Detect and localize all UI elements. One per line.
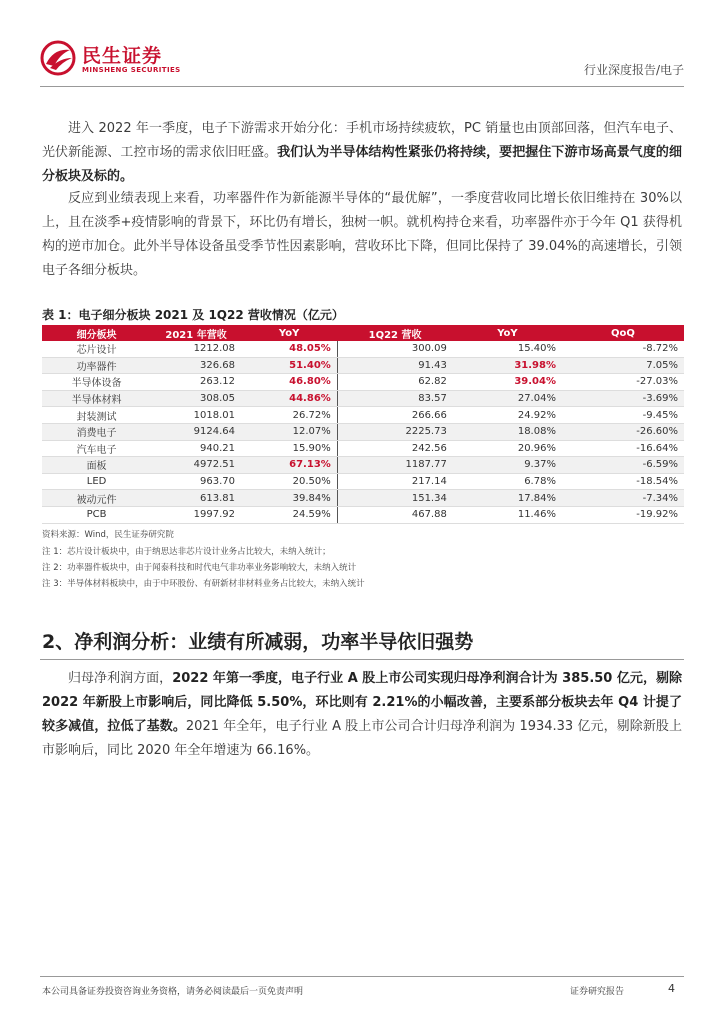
table-cell: 91.43 <box>337 357 453 374</box>
footer-report-type: 证券研究报告 <box>570 987 625 997</box>
paragraph-3 <box>42 667 682 763</box>
table-cell: 17.84% <box>453 490 562 507</box>
paragraph-1-text: 进入 2022 年一季度，电子下游需求开始分化：手机市场持续疲软，PC 销量也由顶部回落，但汽车电子、光伏新能源、工控市场的需求依旧旺盛。 <box>42 121 682 160</box>
table-cell: 2225.73 <box>337 423 453 440</box>
table-cell: 44.86% <box>241 390 337 407</box>
table-cell: 12.07% <box>241 423 337 440</box>
column-header: YoY <box>241 325 337 341</box>
table-cell-segment: 半导体设备 <box>42 374 151 391</box>
table-cell: 48.05% <box>241 341 337 357</box>
section-title: 2、净利润分析：业绩有所减弱，功率半导依旧强势 <box>42 631 474 653</box>
table-row <box>42 490 684 507</box>
table-cell-segment: 半导体材料 <box>42 390 151 407</box>
table-cell: 27.04% <box>453 390 562 407</box>
table-cell: 11.46% <box>453 506 562 523</box>
paragraph-3-rest: 2021 年全年，电子行业 A 股上市公司合计归母净利润为 1934.33 亿元，剔除新股上市影响后，同比 2020 年全年增速为 66.16%。 <box>42 719 682 758</box>
revenue-table <box>42 325 684 524</box>
column-header: QoQ <box>562 325 684 341</box>
table-cell: -26.60% <box>562 423 684 440</box>
table-cell-segment: 面板 <box>42 457 151 474</box>
table-row <box>42 457 684 474</box>
table-row <box>42 407 684 424</box>
table-header-row <box>42 325 684 341</box>
table-cell-segment: 汽车电子 <box>42 440 151 457</box>
table-cell-segment: 消费电子 <box>42 423 151 440</box>
table-cell: 6.78% <box>453 473 562 490</box>
table-cell: 266.66 <box>337 407 453 424</box>
table-row <box>42 473 684 490</box>
table-cell: -19.92% <box>562 506 684 523</box>
table-cell: -16.64% <box>562 440 684 457</box>
table-cell: -18.54% <box>562 473 684 490</box>
table-title: 表 1：电子细分板块 2021 及 1Q22 营收情况（亿元） <box>42 308 344 322</box>
table-cell: 467.88 <box>337 506 453 523</box>
table-note-2: 注 2：功率器件板块中，由于闻泰科技和时代电气非功率业务影响较大，未纳入统计 <box>42 563 357 573</box>
table-cell: 217.14 <box>337 473 453 490</box>
table-cell: 20.50% <box>241 473 337 490</box>
logo-english-name: MINSHENG SECURITIES <box>82 66 181 74</box>
table-row <box>42 423 684 440</box>
header-divider <box>40 86 684 87</box>
logo-chinese-name: 民生证券 <box>82 45 163 67</box>
table-cell: 300.09 <box>337 341 453 357</box>
table-cell-segment: 封装测试 <box>42 407 151 424</box>
table-cell: 9.37% <box>453 457 562 474</box>
column-header: 细分板块 <box>42 325 151 341</box>
column-header: 2021 年营收 <box>151 325 241 341</box>
table-cell: 26.72% <box>241 407 337 424</box>
table-cell: 4972.51 <box>151 457 241 474</box>
table-cell-segment: LED <box>42 473 151 490</box>
table-body <box>42 341 684 523</box>
table-cell: 326.68 <box>151 357 241 374</box>
table-cell: -27.03% <box>562 374 684 391</box>
page-number: 4 <box>668 982 675 995</box>
table-cell: 51.40% <box>241 357 337 374</box>
table-row <box>42 357 684 374</box>
table-cell: 83.57 <box>337 390 453 407</box>
table-cell: 308.05 <box>151 390 241 407</box>
table-cell-segment: 被动元件 <box>42 490 151 507</box>
report-category: 行业深度报告/电子 <box>583 63 684 77</box>
paragraph-1-bold: 我们认为半导体结构性紧张仍将持续，要把握住下游市场高景气度的细分板块及标的。 <box>42 145 682 184</box>
table-cell: 9124.64 <box>151 423 241 440</box>
page-header <box>40 38 684 84</box>
table-cell: -3.69% <box>562 390 684 407</box>
table-cell: 7.05% <box>562 357 684 374</box>
table-cell: 39.84% <box>241 490 337 507</box>
table-cell: 24.92% <box>453 407 562 424</box>
table-row <box>42 506 684 523</box>
table-cell: 15.90% <box>241 440 337 457</box>
table-cell: 963.70 <box>151 473 241 490</box>
table-cell: 263.12 <box>151 374 241 391</box>
table-cell: 39.04% <box>453 374 562 391</box>
table-cell-segment: PCB <box>42 506 151 523</box>
table-cell: 20.96% <box>453 440 562 457</box>
table-row <box>42 390 684 407</box>
table-cell: 1212.08 <box>151 341 241 357</box>
table-cell: 1018.01 <box>151 407 241 424</box>
table-cell: 67.13% <box>241 457 337 474</box>
table-row <box>42 374 684 391</box>
table-row <box>42 440 684 457</box>
table-cell: 151.34 <box>337 490 453 507</box>
footer-divider <box>40 976 684 977</box>
table-cell-segment: 芯片设计 <box>42 341 151 357</box>
paragraph-1 <box>42 117 682 189</box>
table-cell: 24.59% <box>241 506 337 523</box>
minsheng-logo-icon <box>40 40 76 76</box>
table-note-1: 注 1：芯片设计板块中，由于纳思达非芯片设计业务占比较大，未纳入统计； <box>42 547 331 557</box>
table-cell: -7.34% <box>562 490 684 507</box>
table-cell: -9.45% <box>562 407 684 424</box>
paragraph-2: 反应到业绩表现上来看，功率器件作为新能源半导体的“最优解”，一季度营收同比增长依旧维持在 30%以上，且在淡季+疫情影响的背景下，环比仍有增长，独树一帜。就机构持仓来看，功率器件亦于今年 Q1 获得机构的逆市加仓。此外半导体设备虽受季节性因素影响，营收环比下降，但同比保持了 39.04%的高速增长，引领电子各细分板块。 <box>42 191 682 278</box>
table-cell: 940.21 <box>151 440 241 457</box>
paragraph-3-bold: 2022 年第一季度，电子行业 A 股上市公司实现归母净利润合计为 385.50 亿元，剔除 2022 年新股上市影响后，同比降低 5.50%，环比则有 2.21%的小幅改善，主要系部分板块去年 Q4 计提了较多减值，拉低了基数。 <box>42 671 682 734</box>
table-row <box>42 341 684 357</box>
table-cell: -8.72% <box>562 341 684 357</box>
table-cell: 18.08% <box>453 423 562 440</box>
table-cell: 31.98% <box>453 357 562 374</box>
paragraph-3-intro: 归母净利润方面， <box>68 671 173 686</box>
table-cell: 1997.92 <box>151 506 241 523</box>
table-cell: 15.40% <box>453 341 562 357</box>
table-cell: 46.80% <box>241 374 337 391</box>
footer-disclaimer: 本公司具备证券投资咨询业务资格，请务必阅读最后一页免责声明 <box>42 987 304 997</box>
table-cell-segment: 功率器件 <box>42 357 151 374</box>
table-note-3: 注 3：半导体材料板块中，由于中环股份、有研新材非材料业务占比较大，未纳入统计 <box>42 579 365 589</box>
table-source: 资料来源：Wind，民生证券研究院 <box>42 530 174 540</box>
table-cell: 1187.77 <box>337 457 453 474</box>
table-cell: 242.56 <box>337 440 453 457</box>
table-cell: 613.81 <box>151 490 241 507</box>
column-header: YoY <box>453 325 562 341</box>
column-header: 1Q22 营收 <box>337 325 453 341</box>
table-cell: 62.82 <box>337 374 453 391</box>
section-divider <box>40 659 684 660</box>
table-cell: -6.59% <box>562 457 684 474</box>
